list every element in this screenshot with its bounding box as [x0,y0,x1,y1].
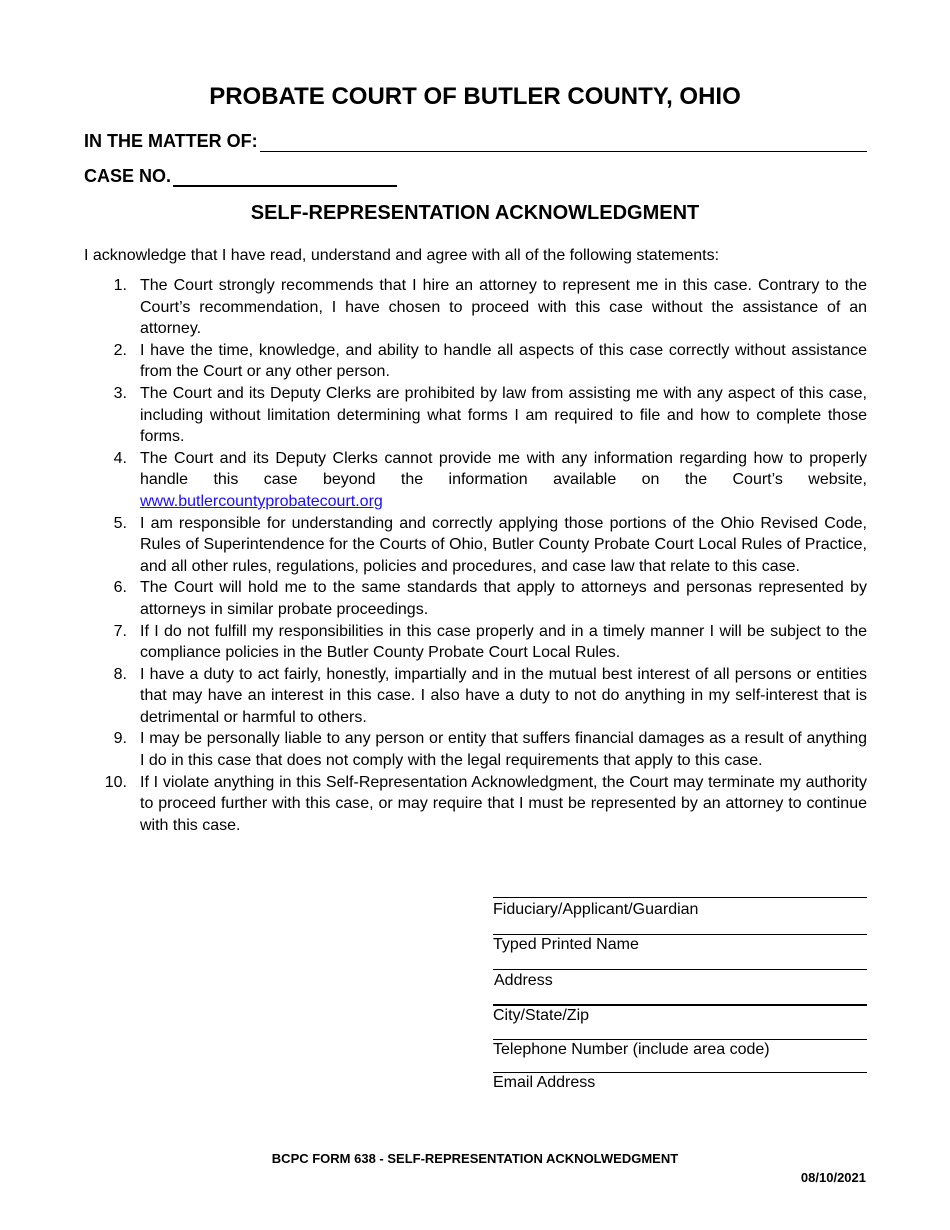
item-text: The Court and its Deputy Clerks cannot provide me with any information regarding how to properly handle this case beyond the information available on the Court’s website, [140,449,867,489]
case-number-field[interactable] [173,165,397,187]
list-item [84,772,867,837]
item-number: 8. [113,665,127,683]
item-text: I am responsible for understanding and correctly applying those portions of the Ohio Revised Code, Rules of Superintendence for the Courts of Ohio, Butler County Probate Court Local Rules of Practice, and all other rules, regulations, policies and procedures, and case law that relate to this case. [140,514,867,575]
form-heading: SELF-REPRESENTATION ACKNOWLEDGMENT [250,202,700,224]
item-text: If I violate anything in this Self-Representation Acknowledgment, the Court may terminate my authority to proceed further with this case, or may require that I must be represented by an attorney to continue with this case. [140,773,867,834]
list-item [84,728,867,771]
item-number: 7. [113,622,127,640]
signature-label: Telephone Number (include area code) [493,1041,770,1058]
item-number: 3. [113,384,127,402]
signature-field-telephone[interactable] [493,1039,867,1060]
list-item [84,275,867,340]
signature-line [493,969,867,970]
list-item [84,621,867,664]
list-item [84,448,867,513]
form-footer: BCPC FORM 638 - SELF-REPRESENTATION ACKNOLWEDGMENT [271,1151,679,1166]
signature-label: Address [494,972,553,989]
court-title: PROBATE COURT OF BUTLER COUNTY, OHIO [209,83,741,110]
list-item [84,340,867,383]
item-text: The Court and its Deputy Clerks are prohibited by law from assisting me with any aspect of this case, including without limitation determining what forms I am required to file and how to complete those forms. [140,384,867,446]
signature-field-address[interactable] [493,969,867,991]
signature-field-email[interactable] [493,1072,867,1093]
list-item [84,513,867,578]
matter-field[interactable] [260,131,867,152]
item-number: 5. [113,514,127,532]
signature-label: City/State/Zip [493,1007,590,1024]
item-number: 1. [113,277,127,294]
case-label: CASE NO. [84,166,172,186]
list-item [84,577,867,620]
list-item [84,383,867,448]
statements-list [84,275,867,836]
signature-line [493,897,867,898]
item-number: 2. [113,341,127,359]
revision-date: 08/10/2021 [800,1170,866,1185]
item-number: 10. [104,773,127,791]
signature-field-city-state-zip[interactable] [493,1004,867,1026]
signature-label: Typed Printed Name [493,936,639,953]
item-text: I have a duty to act fairly, honestly, impartially and in the mutual best interest of all persons or entities that may have an interest in this case. I also have a duty to not do anything in my self-interest that is detrimental or harmful to others. [140,665,867,726]
signature-label: Email Address [493,1074,596,1091]
item-number: 4. [113,449,127,467]
item-text: I have the time, knowledge, and ability to handle all aspects of this case correctly without assistance from the Court or any other person. [140,341,867,381]
item-number: 9. [113,730,127,748]
court-website-link[interactable]: www.butlercountyprobatecourt.org [140,492,383,510]
list-item [84,664,867,729]
signature-field-fiduciary[interactable] [493,897,867,920]
item-text: The Court strongly recommends that I hire an attorney to represent me in this case. Contrary to the Court’s recommendation, I have chosen to proceed with this case without the assistance of an attorney. [140,277,867,338]
intro-text: I acknowledge that I have read, understand and agree with all of the following statements: [84,247,720,264]
case-row [84,165,397,187]
item-text: I may be personally liable to any person or entity that suffers financial damages as a result of anything I do in this case that does not comply with the legal requirements that apply to this case. [140,730,867,770]
item-text: If I do not fulfill my responsibilities in this case properly and in a timely manner I will be subject to the compliance policies in the Butler County Probate Court Local Rules. [140,622,867,662]
signature-label: Fiduciary/Applicant/Guardian [493,901,699,918]
matter-row [84,131,867,152]
signature-block [493,897,867,1093]
item-text: The Court will hold me to the same standards that apply to attorneys and personas represented by attorneys in similar probate proceedings. [140,579,867,618]
item-number: 6. [113,579,127,597]
signature-field-printed-name[interactable] [493,934,867,955]
matter-label: IN THE MATTER OF: [84,131,258,151]
